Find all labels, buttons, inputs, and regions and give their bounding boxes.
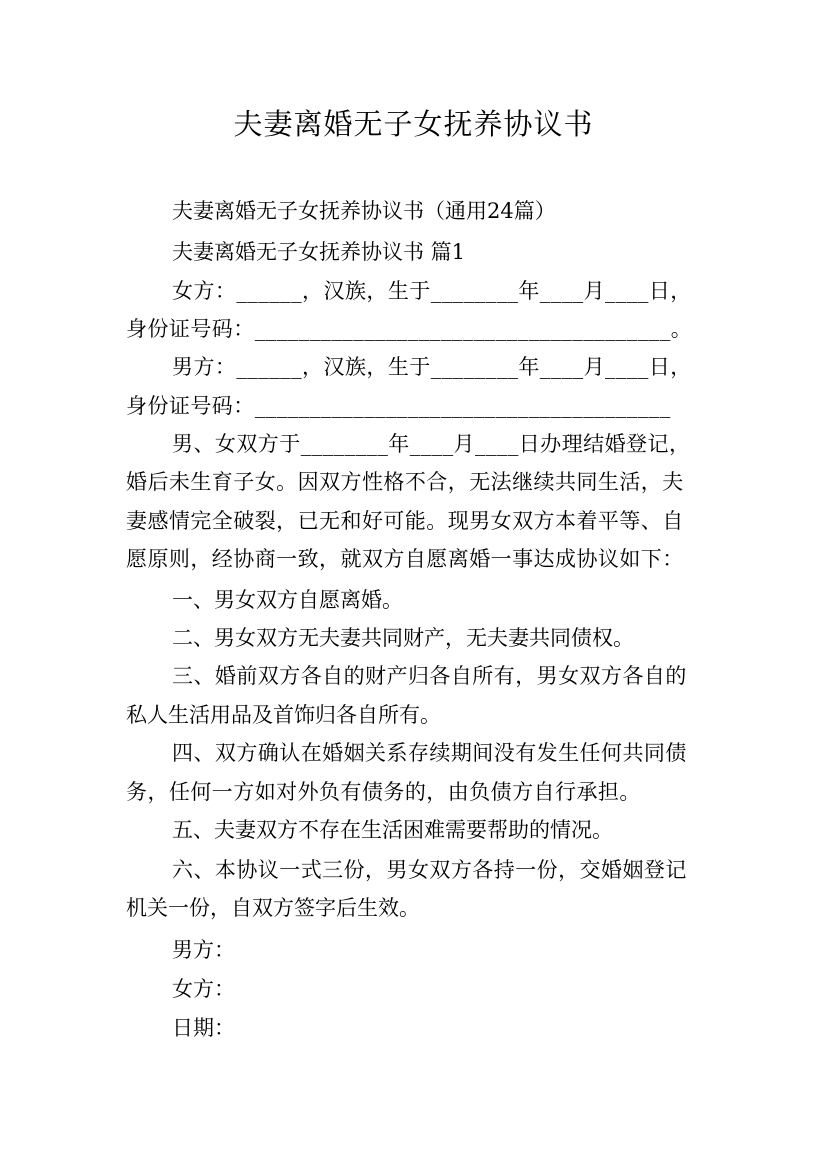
clause-2: 二、男女双方无夫妻共同财产，无夫妻共同债权。 xyxy=(172,626,634,650)
female-signature-label: 女方： xyxy=(172,977,235,1001)
male-signature-label: 男方： xyxy=(172,938,235,962)
paragraph-line: 妻感情完全破裂，已无和好可能。现男女双方本着平等、自 xyxy=(126,509,684,533)
female-id-line: 身份证号码：______________________________________。 xyxy=(126,317,693,341)
male-party-line: 男方：______，汉族，生于________年____月____日， xyxy=(172,355,692,379)
document-title: 夫妻离婚无子女抚养协议书 xyxy=(233,107,594,141)
clause-6: 六、本协议一式三份，男女双方各持一份，交婚姻登记 xyxy=(172,858,687,882)
clause-3-cont: 私人生活用品及首饰归各自所有。 xyxy=(126,703,441,727)
clause-6-cont: 机关一份，自双方签字后生效。 xyxy=(126,896,420,920)
date-label: 日期： xyxy=(172,1016,235,1040)
section-heading: 夫妻离婚无子女抚养协议书 篇1 xyxy=(172,240,466,264)
subtitle-line: 夫妻离婚无子女抚养协议书（通用24篇） xyxy=(172,199,556,223)
paragraph-line: 男、女双方于________年____月____日办理结婚登记， xyxy=(172,432,691,456)
female-party-line: 女方：______，汉族，生于________年____月____日， xyxy=(172,279,692,303)
clause-3: 三、婚前双方各自的财产归各自所有，男女双方各自的 xyxy=(172,664,687,688)
clause-5: 五、夫妻双方不存在生活困难需要帮助的情况。 xyxy=(172,818,613,842)
clause-1: 一、男女双方自愿离婚。 xyxy=(172,588,403,612)
paragraph-line: 愿原则，经协商一致，就双方自愿离婚一事达成协议如下： xyxy=(126,547,684,571)
clause-4: 四、双方确认在婚姻关系存续期间没有发生任何共同债 xyxy=(172,741,687,765)
clause-4-cont: 务，任何一方如对外负有债务的，由负债方自行承担。 xyxy=(126,780,641,804)
male-id-line: 身份证号码：______________________________________ xyxy=(126,394,671,418)
paragraph-line: 婚后未生育子女。因双方性格不合，无法继续共同生活，夫 xyxy=(126,470,684,494)
